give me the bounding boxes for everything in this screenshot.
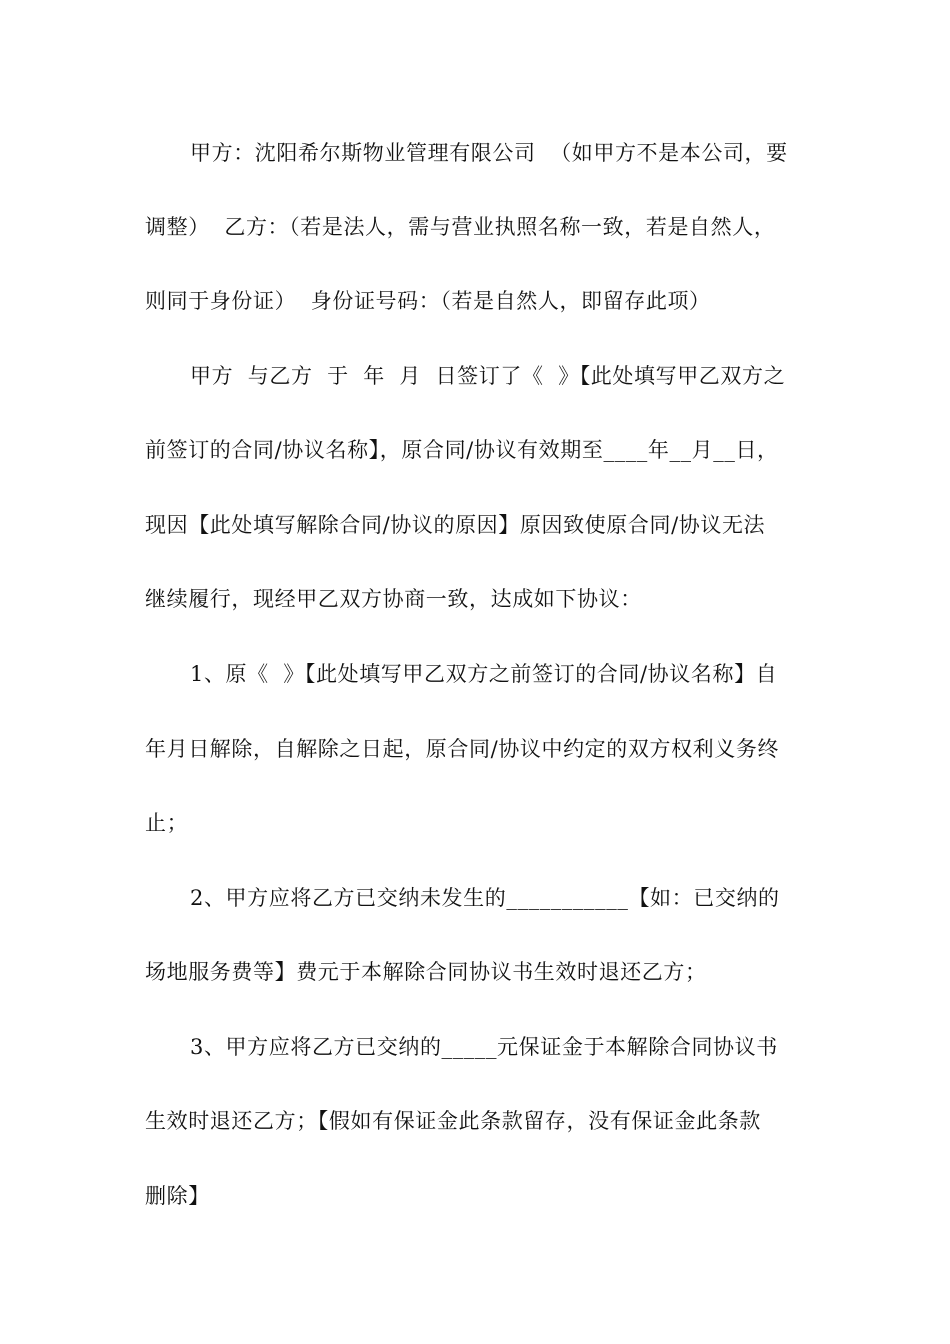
- paragraph-parties-line-3: 则同于身份证） 身份证号码：（若是自然人，即留存此项）: [145, 289, 711, 313]
- paragraph-parties-line-2: 调整） 乙方：（若是法人，需与营业执照名称一致，若是自然人，: [145, 215, 776, 239]
- clause-3-line-1: 3、甲方应将乙方已交纳的_____元保证金于本解除合同协议书: [190, 1035, 778, 1059]
- clause-1-line-1: 1、原《 》【此处填写甲乙双方之前签订的合同/协议名称】自: [190, 662, 778, 686]
- clause-1-line-2: 年月日解除，自解除之日起，原合同/协议中约定的双方权利义务终: [145, 737, 780, 761]
- paragraph-background-line-4: 继续履行，现经甲乙双方协商一致，达成如下协议：: [145, 587, 642, 611]
- paragraph-parties-line-1: 甲方：沈阳希尔斯物业管理有限公司 （如甲方不是本公司，要: [190, 141, 788, 165]
- paragraph-background-line-3: 现因【此处填写解除合同/协议的原因】原因致使原合同/协议无法: [145, 513, 766, 537]
- clause-3-line-3: 删除】: [145, 1184, 210, 1208]
- clause-3-line-2: 生效时退还乙方；【假如有保证金此条款留存，没有保证金此条款: [145, 1109, 761, 1133]
- clause-2-line-1: 2、甲方应将乙方已交纳未发生的___________【如：已交纳的: [190, 886, 780, 910]
- paragraph-background-line-1: 甲方 与乙方 于 年 月 日签订了《 》【此处填写甲乙双方之: [190, 364, 786, 388]
- paragraph-background-line-2: 前签订的合同/协议名称】，原合同/协议有效期至____年__月__日，: [145, 438, 779, 462]
- clause-2-line-2: 场地服务费等】费元于本解除合同协议书生效时退还乙方；: [145, 960, 707, 984]
- clause-1-line-3: 止；: [145, 811, 189, 835]
